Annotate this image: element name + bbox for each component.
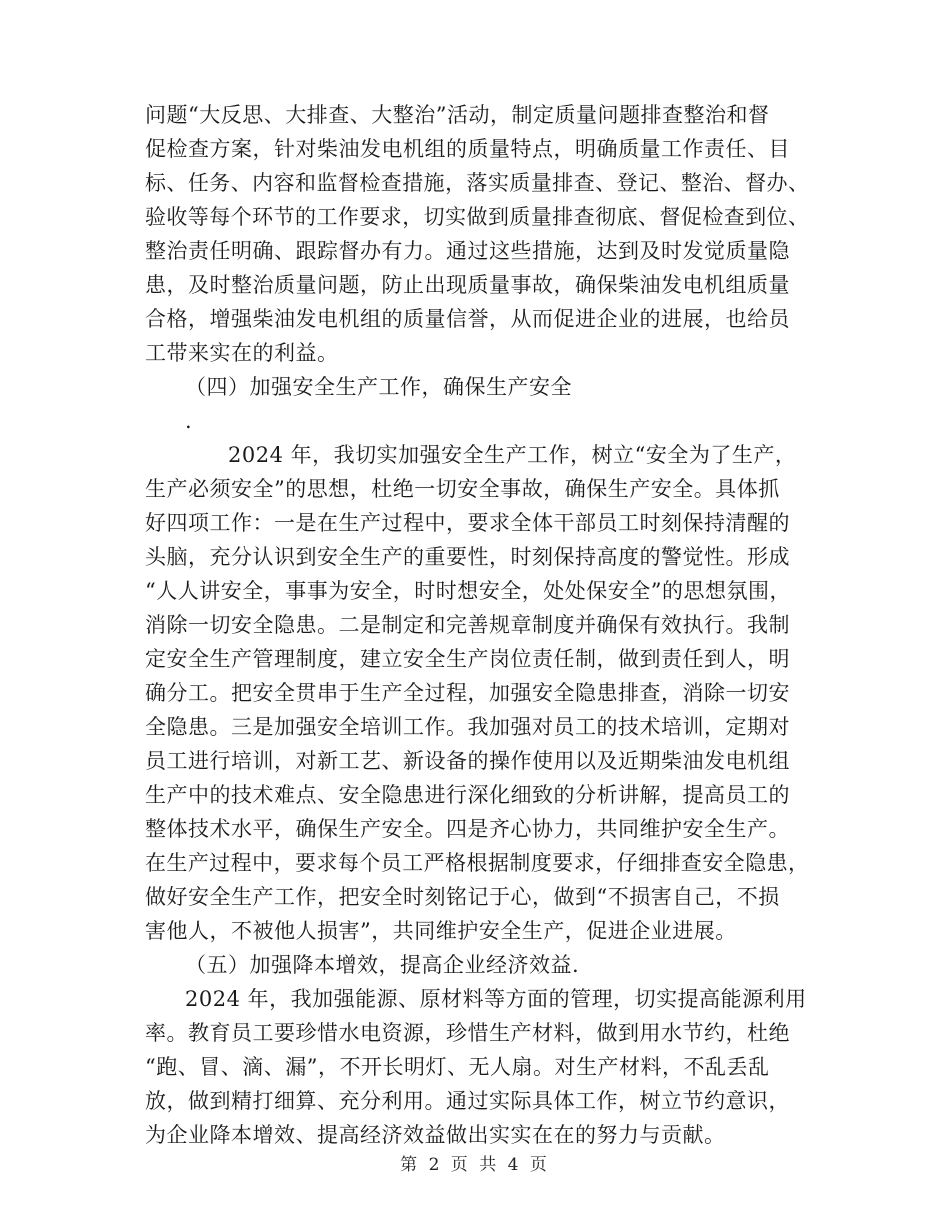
section-heading-4: （四）加强安全生产工作，确保生产安全 xyxy=(185,375,572,399)
body-text-line: 做好安全生产工作，把安全时刻铭记于心，做到“不损害自己，不损 xyxy=(145,885,780,909)
body-text-line: 头脑，充分认识到安全生产的重要性，时刻保持高度的警觉性。形成 xyxy=(145,545,790,569)
body-text-line: 合格，增强柴油发电机组的质量信誉，从而促进企业的进展，也给员 xyxy=(145,307,790,331)
body-text-line: 2024 年，我加强能源、原材料等方面的管理，切实提高能源利用 xyxy=(185,987,807,1011)
body-text-line: 在生产过程中，要求每个员工严格根据制度要求，仔细排查安全隐患， xyxy=(145,851,810,875)
body-text-line: 确分工。把安全贯串于生产全过程，加强安全隐患排查，消除一切安 xyxy=(145,681,790,705)
body-text-line: 问题“大反思、大排查、大整治”活动，制定质量问题排查整治和督 xyxy=(145,103,770,127)
body-text-line: 促检查方案，针对柴油发电机组的质量特点，明确质量工作责任、目 xyxy=(145,137,790,161)
body-text-line: “跑、冒、滴、漏”，不开长明灯、无人扇。对生产材料，不乱丢乱 xyxy=(145,1055,770,1079)
body-text-line: 率。教育员工要珍惜水电资源，珍惜生产材料，做到用水节约，杜绝 xyxy=(145,1021,790,1045)
body-text-line: 整体技术水平，确保生产安全。四是齐心协力，共同维护安全生产。 xyxy=(145,817,790,841)
body-text-line: 好四项工作：一是在生产过程中，要求全体干部员工时刻保持清醒的 xyxy=(145,511,790,535)
section-heading-5: （五）加强降本增效，提高企业经济效益. xyxy=(185,953,580,977)
body-text-line: 生产必须安全”的思想，杜绝一切安全事故，确保生产安全。具体抓 xyxy=(145,477,780,501)
body-text-line: 定安全生产管理制度，建立安全生产岗位责任制，做到责任到人，明 xyxy=(145,647,790,671)
body-text-line: 全隐患。三是加强安全培训工作。我加强对员工的技术培训，定期对 xyxy=(145,715,790,739)
body-text-line: 消除一切安全隐患。二是制定和完善规章制度并确保有效执行。我制 xyxy=(145,613,790,637)
body-text-line: 患，及时整治质量问题，防止出现质量事故，确保柴油发电机组质量 xyxy=(145,273,790,297)
body-text-line: 放，做到精打细算、充分利用。通过实际具体工作，树立节约意识， xyxy=(145,1089,790,1113)
body-text-line: 为企业降本增效、提高经济效益做出实实在在的努力与贡献。 xyxy=(145,1123,726,1147)
body-text-line: 验收等每个环节的工作要求，切实做到质量排查彻底、督促检查到位、 xyxy=(145,205,810,229)
body-text-line: 整治责任明确、跟踪督办有力。通过这些措施，达到及时发觉质量隐 xyxy=(145,239,790,263)
body-text-line: 员工进行培训，对新工艺、新设备的操作使用以及近期柴油发电机组 xyxy=(145,749,790,773)
body-text-line: “人人讲安全，事事为安全，时时想安全，处处保安全”的思想氛围， xyxy=(145,579,791,603)
body-text-line: 生产中的技术难点、安全隐患进行深化细致的分析讲解，提高员工的 xyxy=(145,783,790,807)
body-text-line: 工带来实在的利益。 xyxy=(145,341,339,365)
body-text-line: 2024 年，我切实加强安全生产工作，树立“安全为了生产， xyxy=(228,443,797,467)
body-text-line: 标、任务、内容和监督检查措施，落实质量排查、登记、整治、督办、 xyxy=(145,171,810,195)
stray-period: . xyxy=(185,409,193,433)
body-text-line: 害他人，不被他人损害”，共同维护安全生产，促进企业进展。 xyxy=(145,919,737,943)
page-number-footer: 第 2 页 共 4 页 xyxy=(400,1155,550,1175)
